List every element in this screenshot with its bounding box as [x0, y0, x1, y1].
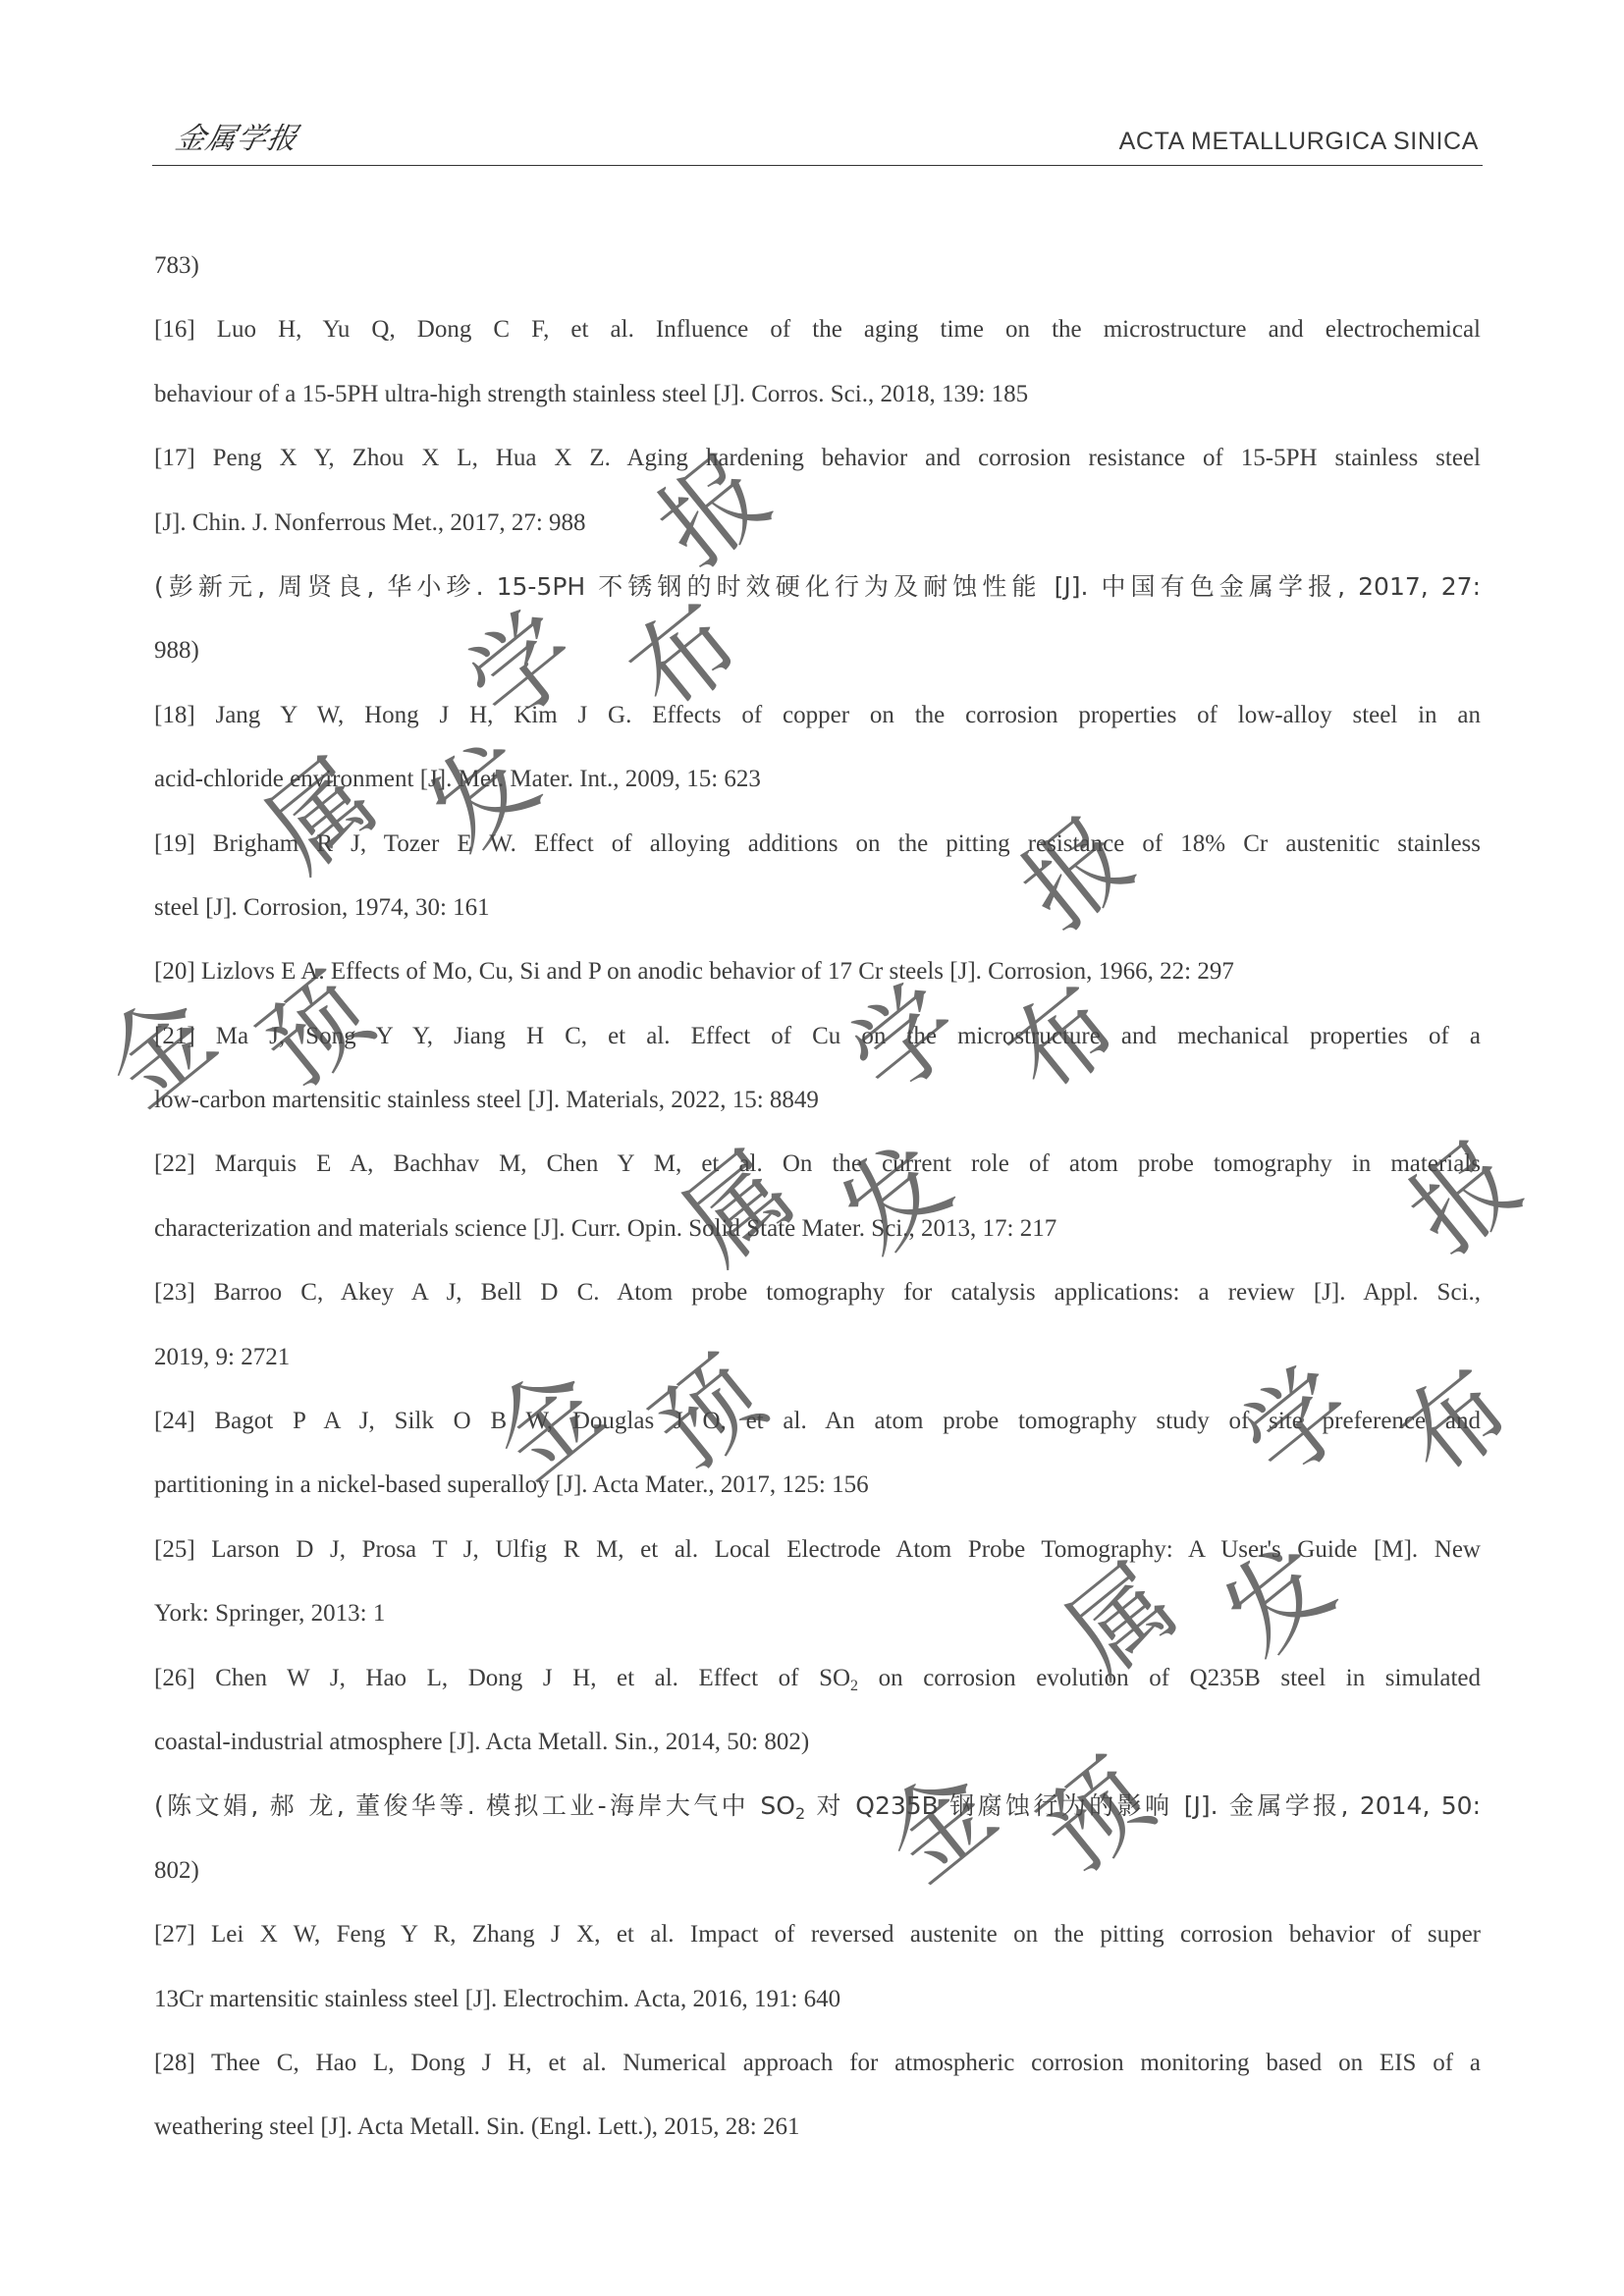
watermark-char: 金	[469, 1344, 624, 1503]
reference-20	[154, 951, 1481, 1015]
reference-25	[154, 1529, 1481, 1658]
reference-line: [22] Marquis E A, Bachhav M, Chen Y M, et al. On the current role of atom probe tomography in materials	[154, 1150, 1481, 1178]
reference-line: 783)	[154, 252, 199, 279]
watermark-char: 布	[1378, 1344, 1533, 1503]
reference-17	[154, 438, 1481, 566]
reference-line: [21] Ma J, Song Y Y, Jiang H C, et al. Effect of Cu on the microstructure and mechanical properties of a	[154, 1022, 1481, 1049]
reference-line: 988)	[154, 637, 199, 665]
reference-line: 13Cr martensitic stainless steel [J]. Electrochim. Acta, 2016, 191: 640	[154, 1985, 841, 2012]
reference-text: on corrosion evolution of Q235B steel in simulated	[858, 1664, 1482, 1691]
watermark-char: 发	[818, 1118, 973, 1277]
watermark-char: 布	[607, 578, 762, 737]
reference-line	[154, 1786, 1481, 1849]
reference-26	[154, 1658, 1481, 1787]
reference-line: low-carbon martensitic stainless steel [J]. Materials, 2022, 15: 8849	[154, 1087, 819, 1114]
reference-line: 2019, 9: 2721	[154, 1343, 291, 1370]
reference-line: York: Springer, 2013: 1	[154, 1600, 386, 1628]
watermark-char: 发	[1201, 1521, 1356, 1680]
reference-17-chinese	[154, 566, 1481, 695]
reference-text: (陈文娟, 郝 龙, 董俊华等. 模拟工业-海岸大气中 SO	[154, 1791, 795, 1821]
watermark-char: 属	[244, 735, 399, 894]
reference-22	[154, 1144, 1481, 1272]
watermark-char: 报	[636, 431, 791, 590]
reference-15-tail	[154, 245, 1481, 309]
journal-logo: 金属学报	[172, 122, 301, 156]
reference-line: characterization and materials science [J]. Curr. Opin. Solid State Mater. Sci., 2013, 17: 217	[154, 1214, 1057, 1242]
reference-line: [16] Luo H, Yu Q, Dong C F, et al. Influence of the aging time on the microstructure and electrochemical	[154, 316, 1481, 344]
reference-18	[154, 695, 1481, 824]
reference-line: [J]. Chin. J. Nonferrous Met., 2017, 27: 988	[154, 508, 586, 536]
reference-line: 802)	[154, 1856, 199, 1884]
reference-24	[154, 1401, 1481, 1529]
reference-line: acid-chloride environment [J]. Met. Mater. Int., 2009, 15: 623	[154, 766, 761, 793]
reference-line: weathering steel [J]. Acta Metall. Sin. (Engl. Lett.), 2015, 28: 261	[154, 2113, 800, 2141]
reference-28	[154, 2043, 1481, 2171]
reference-line: (彭新元, 周贤良, 华小珍. 15-5PH 不锈钢的时效硬化行为及耐蚀性能 [J]. 中国有色金属学报, 2017, 27:	[154, 571, 1481, 601]
watermark-char: 金	[81, 971, 237, 1130]
subscript: 2	[850, 1677, 859, 1694]
reference-line: behaviour of a 15-5PH ultra-high strength stainless steel [J]. Corros. Sci., 2018, 139: 185	[154, 380, 1029, 407]
reference-line: [28] Thee C, Hao L, Dong J H, et al. Numerical approach for atmospheric corrosion monitoring based on EIS of a	[154, 2049, 1481, 2076]
reference-list	[154, 245, 1481, 2171]
watermark-char: 学	[828, 961, 983, 1120]
watermark-char: 预	[239, 951, 394, 1110]
watermark-char: 报	[1000, 794, 1155, 953]
reference-line: coastal-industrial atmosphere [J]. Acta Metall. Sin., 2014, 50: 802)	[154, 1728, 810, 1755]
reference-line: [27] Lei X W, Feng Y R, Zhang J X, et al. Impact of reversed austenite on the pitting corrosion behavior of super	[154, 1921, 1481, 1949]
reference-21	[154, 1016, 1481, 1145]
watermark-char: 发	[406, 716, 561, 875]
watermark-char: 布	[985, 961, 1140, 1120]
reference-line: [23] Barroo C, Akey A J, Bell D C. Atom probe tomography for catalysis applications: a review [J]. Appl. Sci.,	[154, 1279, 1481, 1307]
reference-text: [26] Chen W J, Hao L, Dong J H, et al. Effect of SO	[154, 1664, 851, 1691]
journal-name: ACTA METALLURGICA SINICA	[1118, 128, 1479, 155]
reference-26-chinese	[154, 1786, 1481, 1914]
reference-line: [19] Brigham R J, Tozer E W. Effect of alloying additions on the pitting resistance of 18% Cr austenitic stainless	[154, 829, 1481, 857]
reference-line: [20] Lizlovs E A. Effects of Mo, Cu, Si and P on anodic behavior of 17 Cr steels [J]. Corrosion, 1966, 22: 297	[154, 958, 1234, 986]
watermark-char: 金	[862, 1746, 1017, 1905]
watermark-char: 属	[661, 1128, 816, 1287]
watermark-char: 预	[1019, 1736, 1174, 1896]
reference-23	[154, 1272, 1481, 1401]
watermark-char: 学	[445, 588, 600, 747]
subscript: 2	[794, 1804, 806, 1824]
reference-27	[154, 1914, 1481, 2043]
watermark-char: 预	[631, 1334, 786, 1493]
watermark-char: 报	[1387, 1118, 1543, 1277]
reference-line: partitioning in a nickel-based superalloy [J]. Acta Mater., 2017, 125: 156	[154, 1471, 869, 1499]
reference-line: [24] Bagot P A J, Silk O B W, Douglas J O, et al. An atom probe tomography study of site preference and	[154, 1408, 1481, 1435]
watermark-char: 学	[1220, 1344, 1376, 1503]
reference-line: [17] Peng X Y, Zhou X L, Hua X Z. Aging hardening behavior and corrosion resistance of 15-5PH stainless steel	[154, 445, 1481, 472]
reference-line	[154, 1658, 1481, 1722]
reference-line: [18] Jang Y W, Hong J H, Kim J G. Effects of copper on the corrosion properties of low-alloy steel in an	[154, 701, 1481, 728]
reference-text: 对 Q235B 钢腐蚀行为的影响 [J]. 金属学报, 2014, 50:	[805, 1791, 1481, 1821]
reference-line: steel [J]. Corrosion, 1974, 30: 161	[154, 893, 490, 921]
page-header	[152, 106, 1483, 166]
reference-19	[154, 824, 1481, 952]
reference-line: [25] Larson D J, Prosa T J, Ulfig R M, et al. Local Electrode Atom Probe Tomography: A User's Guide [M]. New	[154, 1535, 1481, 1563]
reference-16	[154, 309, 1481, 438]
watermark-char: 属	[1044, 1540, 1199, 1699]
